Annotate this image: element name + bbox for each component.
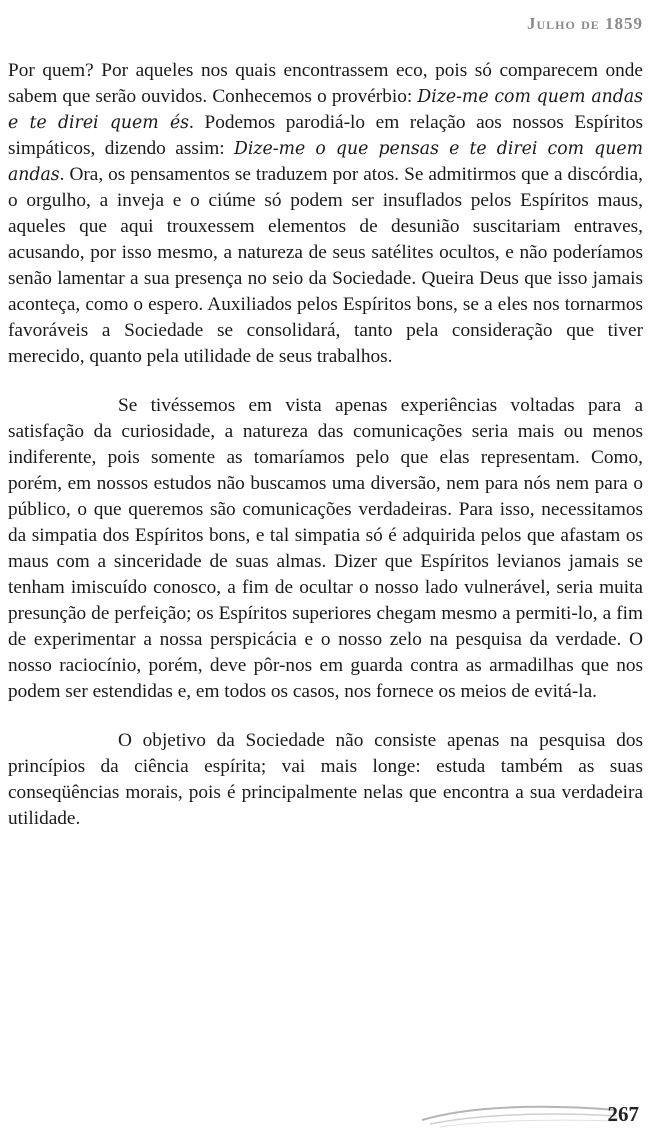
body-text: [8, 58, 643, 855]
paragraph-1-part-2: . Podemos parodiá-lo em relação aos nossos Espíritos simpáticos, dizendo assim:: [8, 112, 643, 159]
page-number: 267: [607, 1102, 639, 1126]
paragraph-1: [8, 58, 643, 370]
paragraph-2: Se tivéssemos em vista apenas experiências voltadas para a satisfação da curiosidade, a natureza das comunicações seria mais ou menos indiferente, pois somente as tomaríamos pelo que elas representam. Como, porém, em nossos estudos não buscamos uma diversão, nem para nós nem para o público, o que queremos são comunicações verdadeiras. Para isso, necessitamos da simpatia dos Espíritos bons, e tal simpatia só é adquirida pelos que afastam os maus com a sinceridade de suas almas. Dizer que Espíritos levianos jamais se tenham imiscuído conosco, a fim de ocultar o nosso lado vulnerável, seria muita presunção de perfeição; os Espíritos superiores chegam mesmo a permiti-lo, a fim de experimentar a nossa perspicácia e o nosso zelo na pesquisa da verdade. O nosso raciocínio, porém, deve pôr-nos em guarda contra as armadilhas que nos podem ser estendidas e, em todos os casos, nos fornece os meios de evitá-la.: [8, 395, 643, 702]
paragraph-1-part-3: . Ora, os pensamentos se traduzem por atos. Se admitirmos que a discórdia, o orgulho, a inveja e o ciúme só podem ser insuflados pelos Espíritos maus, aqueles que aqui trouxessem elementos de desunião suscitariam entraves, acusando, por isso mesmo, a natureza de seus satélites ocultos, e não poderíamos senão lamentar a sua presença no seio da Sociedade. Queira Deus que isso jamais aconteça, como o espero. Auxiliados pelos Espíritos bons, se a eles nos tornarmos favoráveis a Sociedade se consolidará, tanto pela consideração que tiver merecido, quanto pela utilidade de seus trabalhos.: [8, 164, 643, 367]
parody-quote: Dize-me o que pensas e te direi com quem andas: [8, 139, 643, 185]
paragraph-3: O objetivo da Sociedade não consiste apenas na pesquisa dos princípios da ciência espírita; vai mais longe: estuda também as suas conseqüências morais, pois é principalmente nelas que encontra a sua verdadeira utilidade.: [8, 730, 643, 829]
footer-swoosh-ornament: [420, 1100, 620, 1130]
proverb-quote: Dize-me com quem andas e te direi quem és: [8, 87, 643, 133]
paragraph-1-part-1: Por quem? Por aqueles nos quais encontrassem eco, pois só comparecem onde sabem que serão ouvidos. Conhecemos o provérbio:: [8, 60, 643, 107]
running-header: Julho de 1859: [526, 14, 643, 33]
